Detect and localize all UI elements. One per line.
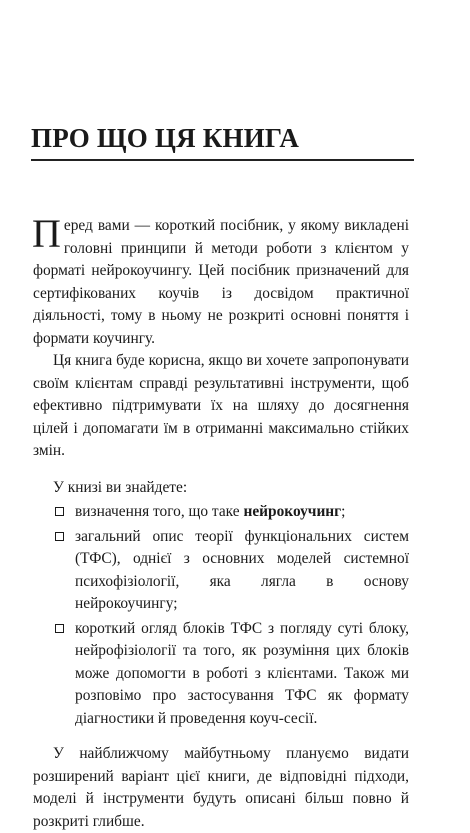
checkbox-bullet-icon bbox=[55, 507, 64, 516]
page-title: ПРО ЩО ЦЯ КНИГА bbox=[31, 123, 300, 153]
list-item bbox=[33, 526, 409, 616]
drop-cap: П bbox=[32, 211, 61, 256]
title-underline bbox=[31, 159, 414, 161]
checkbox-bullet-icon bbox=[55, 532, 64, 541]
list-item-text: загальний опис теорії функціональних систем (ТФС), однієї з основних моделей системної психофізіології, яка лягла в основу нейрокоучингу; bbox=[75, 527, 409, 612]
list-item-punct: ; bbox=[341, 503, 346, 520]
list-intro: У книзі ви знайдете: bbox=[53, 478, 188, 496]
list-item bbox=[33, 501, 409, 524]
page-body bbox=[32, 211, 409, 833]
list-item-text: короткий огляд блоків ТФС з погляду суті блоку, нейрофізіології та того, як розуміння цих блоків може допомогти в роботі з клієнтами. Також ми розповімо про застосування ТФС як формату діагностики й проведення коуч-сесії. bbox=[75, 619, 409, 727]
intro-paragraph bbox=[32, 211, 409, 350]
closing-paragraph: У найближчому майбутньому плануємо видати розширений варіант цієї книги, де відповідні підходи, моделі й інструменти будуть описані більш повно й розкриті глибше. bbox=[33, 745, 409, 830]
contents-list bbox=[33, 501, 409, 730]
intro-paragraph-text: еред вами — короткий посібник, у якому викладені головні принципи й методи роботи з клієнтом у форматі нейрокоучингу. Цей посібник призначений для сертифікованих коучів із досвідом практичної діяльності, тому в ньому не розкриті основні поняття і формати коучингу. bbox=[33, 217, 409, 347]
checkbox-bullet-icon bbox=[55, 624, 64, 633]
usefulness-paragraph: Ця книга буде корисна, якщо ви хочете запропонувати своїм клієнтам справді результативні інструменти, щоб ефективно підтримувати їх на шляху до досягнення цілей і допомагати їм в отриманні максимально стійких змін. bbox=[33, 352, 409, 459]
list-item bbox=[33, 618, 409, 731]
list-item-bold-term: нейрокоучинг bbox=[243, 503, 342, 520]
list-item-text: визначення того, що таке bbox=[75, 503, 244, 520]
